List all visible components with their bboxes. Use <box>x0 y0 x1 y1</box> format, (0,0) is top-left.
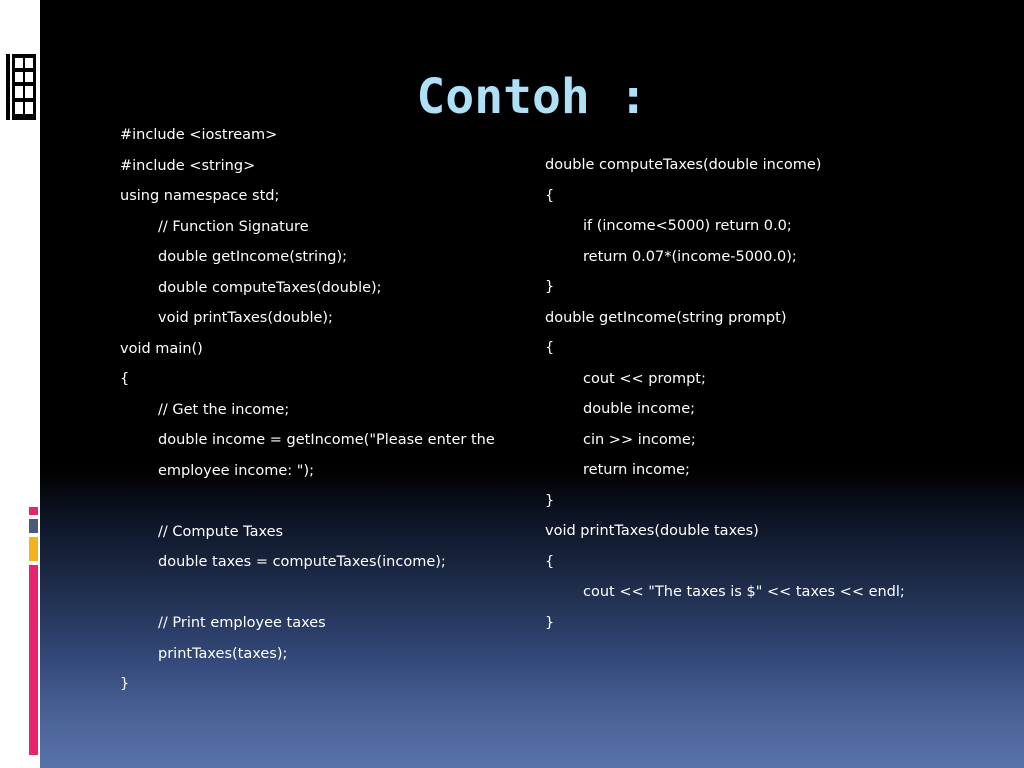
code-line: } <box>120 676 130 692</box>
code-line: // Get the income; <box>158 401 290 418</box>
code-line: void main() <box>120 340 203 357</box>
code-line: double getIncome(string prompt) <box>545 309 787 326</box>
code-line: { <box>120 371 130 387</box>
code-column-left <box>120 120 495 700</box>
code-line: return 0.07*(income-5000.0); <box>583 248 797 265</box>
slide-title: Contoh : <box>416 69 648 125</box>
code-line: employee income: "); <box>158 462 314 479</box>
code-line: // Print employee taxes <box>158 615 326 631</box>
code-line: double computeTaxes(double); <box>158 279 382 296</box>
code-line: double income = getIncome("Please enter the <box>158 432 495 448</box>
code-line: double income; <box>583 401 696 417</box>
code-line: } <box>545 614 555 631</box>
code-line: #include <iostream> <box>120 127 278 143</box>
code-line: cout << prompt; <box>583 370 706 387</box>
code-line: return income; <box>583 462 690 478</box>
code-line: double computeTaxes(double income) <box>545 157 822 173</box>
code-line: if (income<5000) return 0.0; <box>583 218 792 234</box>
code-line: } <box>545 279 555 295</box>
code-line: #include <string> <box>120 157 256 174</box>
code-line: } <box>545 492 555 509</box>
code-line: double getIncome(string); <box>158 249 348 265</box>
code-line: { <box>545 187 555 204</box>
code-line: { <box>545 553 555 570</box>
code-line: cin >> income; <box>583 431 696 448</box>
accent-bar-pink-small <box>29 507 38 515</box>
code-line: cout << "The taxes is $" << taxes << endl; <box>583 584 905 600</box>
accent-bar-slate <box>29 519 38 533</box>
code-line: void printTaxes(double taxes) <box>545 523 759 539</box>
code-line: double taxes = computeTaxes(income); <box>158 554 446 570</box>
code-line: void printTaxes(double); <box>158 310 333 326</box>
code-line: // Compute Taxes <box>158 523 284 540</box>
code-column-right <box>545 150 905 638</box>
accent-bar-gold <box>29 537 38 561</box>
code-line: { <box>545 340 555 356</box>
accent-bar-pink-long <box>29 565 38 755</box>
code-line: printTaxes(taxes); <box>158 645 288 662</box>
code-line <box>120 578 495 609</box>
code-line: using namespace std; <box>120 188 280 204</box>
code-line <box>120 486 495 517</box>
code-line: // Function Signature <box>158 218 309 235</box>
window-grid-icon <box>6 54 36 120</box>
